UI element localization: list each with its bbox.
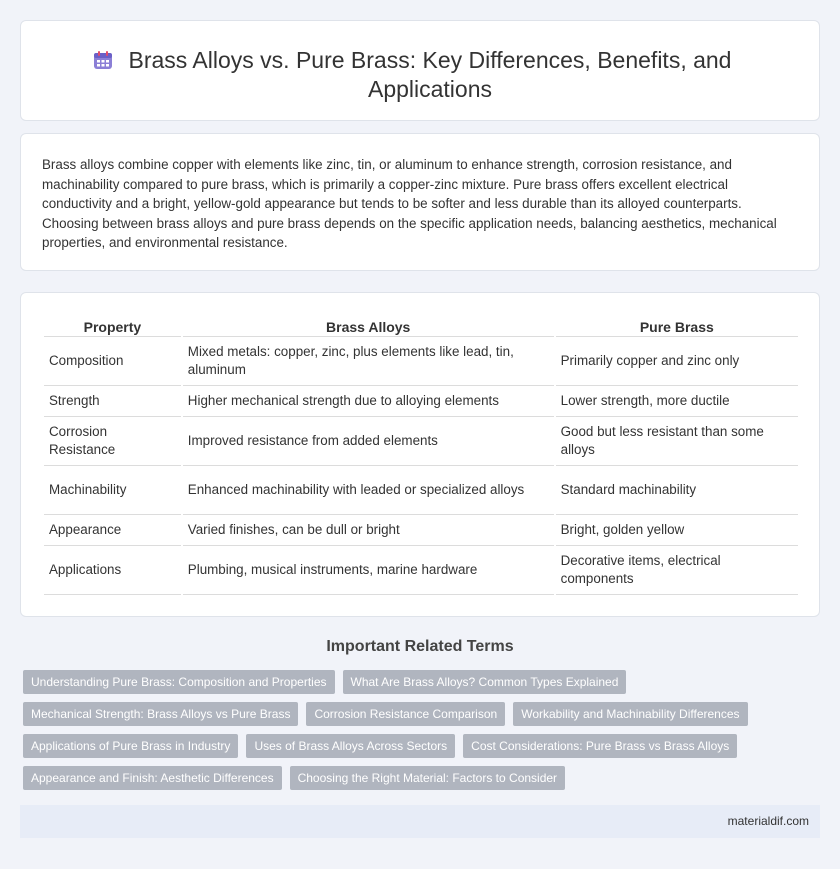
- table-cell: Corrosion Resistance: [44, 417, 181, 466]
- table-cell: Machinability: [44, 466, 181, 515]
- table-cell: Bright, golden yellow: [556, 515, 798, 546]
- tag-row: [23, 702, 823, 726]
- table-row: [44, 466, 798, 515]
- related-term-tag[interactable]: Appearance and Finish: Aesthetic Differences: [23, 766, 282, 790]
- footer-site-name: materialdif.com: [727, 814, 809, 828]
- tag-row: [23, 734, 823, 758]
- table-cell: Primarily copper and zinc only: [556, 337, 798, 386]
- comparison-table-card: [20, 292, 820, 617]
- title-card: [20, 20, 820, 121]
- table-row: [44, 546, 798, 595]
- comparison-table: [42, 315, 800, 595]
- intro-paragraph: Brass alloys combine copper with elements like zinc, tin, or aluminum to enhance strength, corrosion resistance, and machinability compared to pure brass, which is primarily a copper-zinc mixture. Pure brass offers excellent electrical conductivity and a bright, yellow-gold appearance but tends to be softer and less durable than its alloyed counterparts. Choosing between brass alloys and pure brass depends on the specific application needs, balancing aesthetics, mechanical properties, and environmental resistance.: [42, 157, 777, 251]
- related-term-tag[interactable]: Cost Considerations: Pure Brass vs Brass Alloys: [463, 734, 737, 758]
- related-term-tag[interactable]: Uses of Brass Alloys Across Sectors: [246, 734, 455, 758]
- related-terms-heading: Important Related Terms: [326, 638, 514, 655]
- related-term-tag[interactable]: Mechanical Strength: Brass Alloys vs Pure Brass: [23, 702, 298, 726]
- table-cell: Higher mechanical strength due to alloying elements: [183, 386, 554, 417]
- header-property: Property: [44, 315, 181, 337]
- header-brass-alloys: Brass Alloys: [183, 315, 554, 337]
- related-term-tag[interactable]: Workability and Machinability Differences: [513, 702, 747, 726]
- table-row: [44, 515, 798, 546]
- related-term-tag[interactable]: Understanding Pure Brass: Composition and Properties: [23, 670, 335, 694]
- table-cell: Lower strength, more ductile: [556, 386, 798, 417]
- related-term-tag[interactable]: Corrosion Resistance Comparison: [306, 702, 505, 726]
- table-cell: Strength: [44, 386, 181, 417]
- table-row: [44, 386, 798, 417]
- table-row: [44, 417, 798, 466]
- table-cell: Applications: [44, 546, 181, 595]
- table-cell: Improved resistance from added elements: [183, 417, 554, 466]
- table-cell: Varied finishes, can be dull or bright: [183, 515, 554, 546]
- table-cell: Enhanced machinability with leaded or specialized alloys: [183, 466, 554, 515]
- table-cell: Plumbing, musical instruments, marine hardware: [183, 546, 554, 595]
- related-term-tag[interactable]: Applications of Pure Brass in Industry: [23, 734, 238, 758]
- table-header-row: [44, 315, 798, 337]
- table-row: [44, 337, 798, 386]
- table-cell: Appearance: [44, 515, 181, 546]
- table-cell: Standard machinability: [556, 466, 798, 515]
- page-title: Brass Alloys vs. Pure Brass: Key Differences, Benefits, and Applications: [128, 47, 732, 102]
- tag-row: [23, 670, 823, 694]
- table-cell: Mixed metals: copper, zinc, plus elements like lead, tin, aluminum: [183, 337, 554, 386]
- related-terms-list: [23, 670, 823, 798]
- header-pure-brass: Pure Brass: [556, 315, 798, 337]
- footer: [20, 805, 820, 838]
- intro-card: [20, 133, 820, 271]
- tag-row: [23, 766, 823, 790]
- table-cell: Composition: [44, 337, 181, 386]
- related-term-tag[interactable]: What Are Brass Alloys? Common Types Explained: [343, 670, 627, 694]
- related-term-tag[interactable]: Choosing the Right Material: Factors to Consider: [290, 766, 565, 790]
- table-cell: Decorative items, electrical components: [556, 546, 798, 595]
- table-cell: Good but less resistant than some alloys: [556, 417, 798, 466]
